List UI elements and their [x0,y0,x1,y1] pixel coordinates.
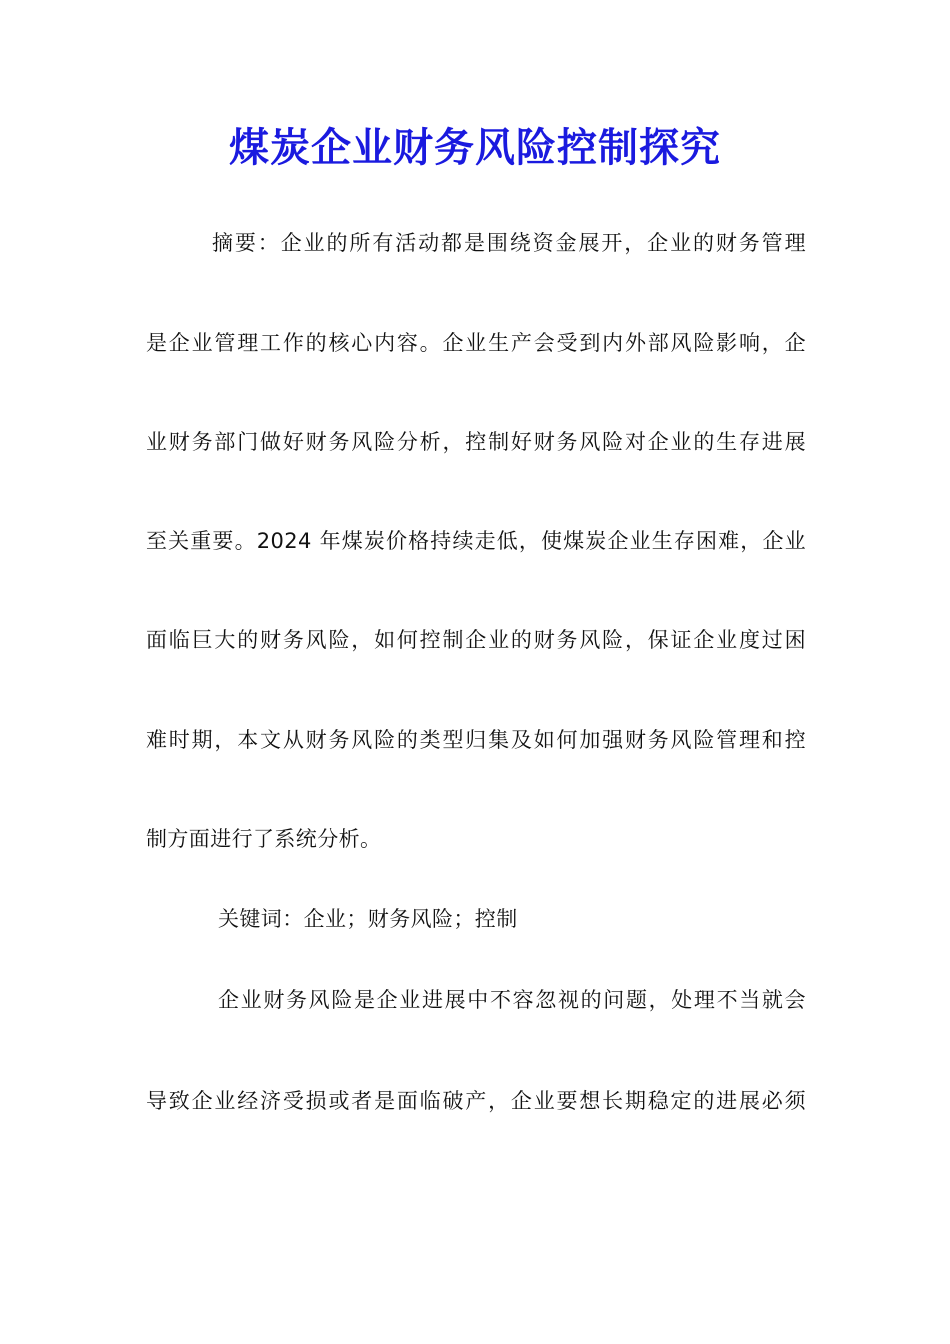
keywords-line: 关键词：企业；财务风险；控制 [218,907,518,931]
abstract-line-5: 面临巨大的财务风险，如何控制企业的财务风险，保证企业度过困 [146,628,806,652]
body-line-2: 导致企业经济受损或者是面临破产，企业要想长期稳定的进展必须 [146,1089,806,1113]
abstract-line-2: 是企业管理工作的核心内容。企业生产会受到内外部风险影响，企 [146,331,806,355]
abstract-line-1: 摘要：企业的所有活动都是围绕资金展开，企业的财务管理 [212,231,806,255]
abstract-line-4: 至关重要。2024 年煤炭价格持续走低，使煤炭企业生存困难，企业 [146,529,806,553]
document-title: 煤炭企业财务风险控制探究 [229,124,721,171]
abstract-line-3: 业财务部门做好财务风险分析，控制好财务风险对企业的生存进展 [146,430,806,454]
abstract-line-7: 制方面进行了系统分析。 [146,827,382,851]
body-line-1: 企业财务风险是企业进展中不容忽视的问题，处理不当就会 [218,988,806,1012]
abstract-line-6: 难时期，本文从财务风险的类型归集及如何加强财务风险管理和控 [146,728,806,752]
